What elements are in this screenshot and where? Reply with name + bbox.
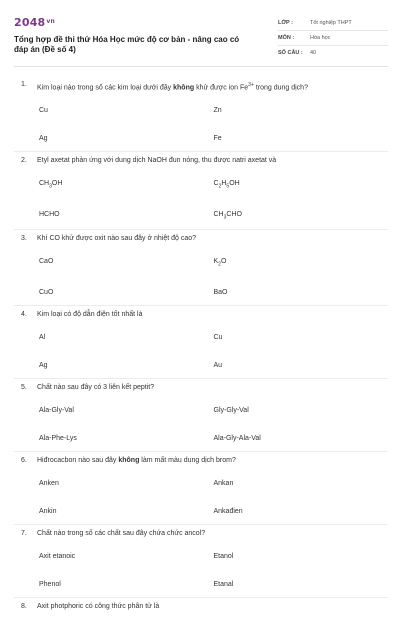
- logo-suffix: vn: [46, 18, 56, 25]
- meta-label: MÔN :: [278, 35, 295, 41]
- question-5: [14, 379, 388, 452]
- question-4: [14, 306, 388, 379]
- answer-option[interactable]: Ala-Phe-Lys: [39, 434, 77, 442]
- answer-option[interactable]: Ankađien: [213, 507, 243, 515]
- question-1: [14, 76, 388, 152]
- question-number: 3.: [21, 235, 27, 243]
- answer-option[interactable]: Anken: [39, 479, 59, 487]
- answer-options: [39, 552, 388, 590]
- answer-option[interactable]: Cu: [39, 107, 48, 115]
- site-logo[interactable]: [14, 16, 244, 29]
- answer-options: [39, 406, 388, 444]
- answer-option[interactable]: $C_2H_5OH$: [213, 180, 240, 190]
- question-list: [14, 76, 388, 619]
- question-8: [14, 598, 388, 619]
- meta-value: Tốt nghiệp THPT: [310, 20, 352, 26]
- answer-option[interactable]: HCHO: [39, 210, 60, 218]
- question-line: [14, 602, 388, 612]
- question-text: Khí CO khử được oxit nào sau đây ở nhiệt độ cao?: [37, 235, 197, 243]
- question-number: 8.: [21, 602, 27, 610]
- meta-row-subject: [278, 31, 388, 46]
- question-line: [14, 234, 388, 244]
- question-line: [14, 383, 388, 393]
- answer-options: [39, 479, 388, 517]
- answer-option[interactable]: Ala-Gly-Ala-Val: [213, 434, 261, 442]
- question-text: Chất nào sau đây có 3 liên kết peptit?: [37, 383, 155, 391]
- logo-text: 2048: [14, 16, 46, 29]
- answer-options: [39, 257, 388, 297]
- question-number: 7.: [21, 529, 27, 537]
- answer-option[interactable]: Ankan: [213, 479, 234, 487]
- answer-option[interactable]: Ag: [39, 361, 48, 369]
- meta-label: SỐ CÂU :: [278, 50, 303, 56]
- meta-row-class: [278, 16, 388, 31]
- answer-options: [39, 106, 388, 144]
- question-text: Chất nào trong số các chất sau đây chứa chức ancol?: [37, 529, 206, 537]
- answer-option[interactable]: $CH_3OH$: [39, 180, 63, 190]
- question-line: [14, 156, 388, 166]
- answer-option[interactable]: Ag: [39, 135, 48, 143]
- answer-option[interactable]: Al: [39, 333, 46, 341]
- question-text: Kim loại có độ dẫn điện tốt nhất là: [37, 310, 143, 318]
- exam-title: Tổng hợp đề thi thử Hóa Học mức độ cơ bản - nâng cao có đáp án (Đề số 4): [14, 35, 240, 54]
- question-text: Axit photphoric có công thức phân tử là: [37, 602, 160, 610]
- answer-option[interactable]: Au: [213, 361, 223, 369]
- header: [14, 8, 388, 67]
- answer-option[interactable]: Etanal: [213, 580, 234, 588]
- question-line: [14, 80, 388, 93]
- question-7: [14, 525, 388, 598]
- question-number: 6.: [21, 456, 27, 464]
- question-line: [14, 310, 388, 320]
- question-number: 1.: [21, 81, 27, 88]
- header-left: [14, 8, 244, 66]
- meta-value: Hóa học: [310, 35, 331, 41]
- question-number: 4.: [21, 310, 27, 318]
- answer-option[interactable]: Ala-Gly-Val: [39, 406, 74, 414]
- meta-row-count: [278, 46, 388, 60]
- answer-option[interactable]: Axit etanoic: [39, 552, 76, 560]
- question-number: 5.: [21, 383, 27, 391]
- exam-meta: [278, 16, 388, 66]
- answer-option[interactable]: Etanol: [213, 552, 234, 560]
- question-text: Hiđrocacbon nào sau đây không làm mất màu dung dịch brom?: [37, 456, 236, 464]
- answer-option[interactable]: CuO: [39, 288, 54, 296]
- answer-option[interactable]: Cu: [213, 333, 223, 341]
- question-number: 2.: [21, 157, 27, 165]
- answer-option[interactable]: Ankin: [39, 507, 57, 515]
- answer-option[interactable]: BaO: [213, 288, 228, 296]
- question-line: [14, 529, 388, 539]
- question-3: [14, 230, 388, 305]
- answer-option[interactable]: Phenol: [39, 580, 61, 588]
- meta-label: LỚP :: [278, 20, 293, 26]
- answer-option[interactable]: $K_2O$: [213, 258, 227, 268]
- answer-option[interactable]: CaO: [39, 258, 54, 266]
- question-text: Kim loại nào trong số các kim loại dưới đây không khử được ion $Fe^{3+}$ trong dung dịch?: [37, 82, 308, 92]
- answer-options: [39, 333, 388, 371]
- meta-value: 40: [310, 50, 317, 56]
- question-6: [14, 452, 388, 525]
- answer-options: [39, 179, 388, 222]
- answer-option[interactable]: Gly-Gly-Val: [213, 406, 249, 414]
- answer-option[interactable]: Zn: [213, 107, 222, 115]
- question-line: [14, 456, 388, 466]
- answer-option[interactable]: Fe: [213, 135, 222, 143]
- question-2: [14, 152, 388, 230]
- question-text: Etyl axetat phản ứng với dung dịch NaOH đun nóng, thu được natri axetat và: [37, 157, 277, 165]
- answer-option[interactable]: $CH_3CHO$: [213, 210, 242, 221]
